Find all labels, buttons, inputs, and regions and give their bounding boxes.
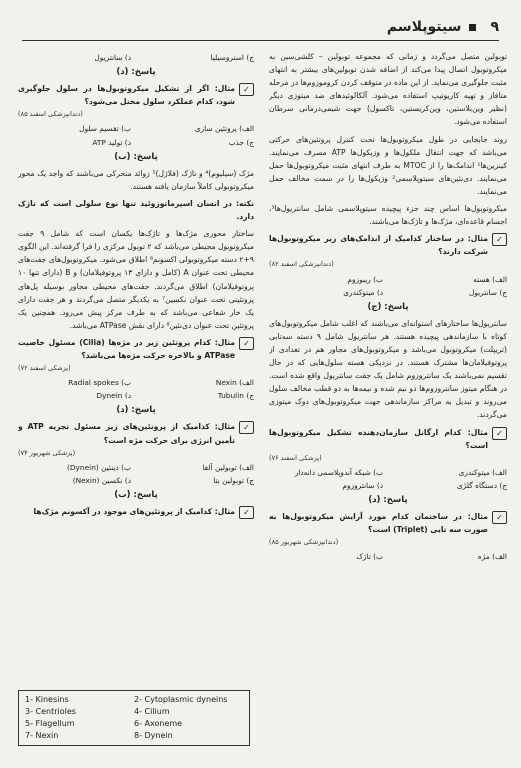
question-text: کدامیک از پروتئین‌های زیر مسئول تجزیه ATP و تأمین انرژی برای حرکت مژه است؟ (18, 422, 235, 445)
example-checkbox-icon: ✓ (492, 233, 507, 246)
question-source: (پزشکی اسفند ۷۶) (269, 453, 322, 462)
answer: پاسخ: (ب) (114, 489, 158, 500)
right-column (269, 50, 507, 750)
question-block: ✓ مثال: در ساختار کدامیک از اندامک‌های زیر میکروتوبول‌ها شرکت دارند؟ (دندانپزشکی اسفند ۸۲) (269, 232, 507, 271)
question-text: کدامیک از پروتئین‌های موجود در آکسونم مژک‌ها (33, 507, 213, 516)
option: الف) توبولین آلفا (202, 462, 254, 472)
question-options (18, 51, 254, 64)
question-text: اگر از تشکیل میکروتوبول‌ها در سلول جلوگیری شود، کدام عملکرد سلول مختل می‌شود؟ (18, 84, 235, 107)
question-options (269, 273, 507, 299)
question-source: (پزشکی اسفند ۷۲) (18, 364, 71, 373)
option: الف) پروتئین سازی (194, 124, 254, 134)
footnote-table (18, 690, 250, 746)
paragraph: روند جابجایی در طول میکروتوبول‌ها تحت کنترل پروتئین‌های حرکتی می‌باشد که جهت انتقال ملکول‌ها و وزیکول‌ها ATP مصرف می‌نمایند. کینزین‌ها¹ اندامک‌ها را از MTOC به طرف انتهای مثبت میکروتوبول‌ها حمل می‌نمایند. دی‌نئین‌های سیتوپلاسمی² وزیکول‌ها را در سمت مخالف حمل می‌نمایند. (269, 134, 507, 196)
footnote: 4- Cilium (134, 707, 170, 716)
option: د) تولید ATP (92, 137, 131, 147)
option: الف) مژه (477, 552, 507, 562)
footnote: 1- Kinesins (25, 695, 69, 704)
question-block: ✓ مثال: کدام پروتئین زیر در مژه‌ها (Cilia) مسئول خاصیت ATPase و بالاخره حرکت مژه‌ها می‌باشد؟ (پزشکی اسفند ۷۲) (18, 336, 254, 375)
footnote: 5- Flagellum (25, 719, 75, 728)
paragraph: میکروتوبول‌ها اساس چند جزء پیچیده سیتوپلاسمی شامل سانتریول‌ها³، اجسام قاعده‌ای، مژک‌ها و تاژک‌ها می‌باشند. (269, 204, 507, 227)
example-label: مثال (217, 84, 236, 94)
example-label: مثال (470, 234, 488, 244)
answer: پاسخ: (د) (116, 67, 156, 78)
question-block: ✓ مثال: کدامیک از پروتئین‌های موجود در آکسونم مژک‌ها (18, 505, 254, 519)
footnote: 2- Cytoplasmic dyneins (134, 695, 228, 704)
answer: پاسخ: (ج) (367, 301, 409, 312)
note: نکته: در انسان اسپرماتوزوئید تنها نوع سلولی است که تاژک دارد. (18, 198, 254, 222)
option: ب) Radial spokes (68, 378, 131, 388)
paragraph: ساختار محوری مژک‌ها و تاژک‌ها یکسان است که شامل ۹ جفت میکروتوبول محیطی می‌باشد که ۲ توبول مرکزی را فرا گرفته‌اند. این الگوی ۹+۲ دسته میکروتوبولی اکسونم⁶ اطلاق می‌شود. میکروتوبول‌های جفت‌های محیطی تحت عنوان A (کامل و دارای ۱۳ پروتوفیلامان) و B (دارای تنها ۱۰ پروتوفیلامان) اطلاق می‌گردند. جفت‌های محیطی مجاور بوسیله پل‌های پروتئینی تحت عنوان نکسین⁷ به یکدیگر متصل می‌گردند و هر جفت دارای یک خار شعاعی می‌باشد که به طرف مرکز پیش می‌رود. همچنین یک پروتئین تحت عنوان دی‌نئین⁸ دارای نقش ATPase می‌باشد. (18, 229, 254, 330)
example-label: مثال (217, 337, 235, 347)
option: ب) شبکه آندوپلاسمی دانه‌دار (294, 467, 383, 477)
paragraph: توبولین متصل می‌گردد و زمانی که مجموعه توبولین – کلشی‌سین به میکروتوبول اتصال پیدا می‌کند از اضافه شدن توبولین‌های بیشتر به انتهای مثبت جلوگیری می‌نماید. از این ماده در متوقف کردن کروموزوم‌ها در مرحله متافاز و تهیه کاریوتیپ استفاده می‌شود. آلکالوئیدهای ضد میتوزی دیگر (نظیر وین‌بلاستین، وین‌کریستین، تاکسول) جهت شیمی‌درمانی سرطان استفاده می‌شود. (269, 52, 507, 127)
option: د) Dynein (96, 391, 131, 401)
footnote: 6- Axoneme (134, 719, 183, 728)
chapter-title: سیتوپلاسم (386, 19, 462, 35)
page-header (22, 14, 499, 41)
option: ج) استروسیلیا (210, 53, 254, 62)
question-options (18, 376, 254, 402)
footnote: 3- Centrioles (25, 707, 76, 716)
example-checkbox-icon: ✓ (492, 511, 507, 524)
footnote: 7- Nexin (25, 731, 59, 740)
question-options (18, 122, 254, 148)
option: ب) تقسیم سلول (79, 124, 131, 134)
question-text: کدام ارگانل سازمان‌دهنده تشکیل میکروتوبول‌ها است؟ (269, 427, 488, 450)
question-source: (دندانپزشکی شهریور ۸۵) (269, 538, 339, 547)
example-label: مثال (470, 427, 488, 437)
example-label: مثال (217, 422, 236, 432)
option: الف) میتوکندری (458, 467, 507, 477)
example-checkbox-icon: ✓ (239, 337, 254, 350)
question-block: ✓ مثال: کدام ارگانل سازمان‌دهنده تشکیل میکروتوبول‌ها است؟ (پزشکی اسفند ۷۶) (269, 426, 507, 465)
option: الف) Nexin (215, 378, 254, 388)
question-source: (دندانپزشکی اسفند ۸۵) (18, 110, 83, 119)
option: د) سانتروزوم (342, 480, 383, 490)
example-checkbox-icon: ✓ (239, 421, 254, 434)
question-options (18, 461, 254, 487)
example-checkbox-icon: ✓ (239, 83, 254, 96)
example-label: مثال (470, 512, 488, 522)
question-block: ✓ مثال: کدامیک از پروتئین‌های زیر مسئول تجزیه ATP و تأمین انرژی برای حرکت مژه است؟ (پزشکی شهریور ۷۴) (18, 420, 254, 459)
option: د) سانتریول (94, 53, 131, 62)
option: ب) دینئین (Dynein) (66, 462, 131, 472)
page-number: ۹ (490, 19, 499, 35)
question-source: (پزشکی شهریور ۷۴) (18, 448, 76, 457)
option: ج) Tubulin (217, 391, 254, 401)
question-text: در ساختمان کدام مورد آرایش میکروتوبول‌ها به صورت سه تایی (Triplet) است؟ (269, 512, 488, 535)
question-text: در ساختار کدامیک از اندامک‌های زیر میکروتوبول‌ها شرکت دارند؟ (269, 234, 488, 257)
option: د) نکسین (Nexin) (72, 475, 131, 485)
answer: پاسخ: (د) (116, 405, 156, 416)
paragraph: مژک (سیلیوم)⁴ و تاژک (فلاژل)⁵ زوائد متحرکی می‌باشند که واجد یک محور میکروتوبولی کاملاً سازمان یافته هستند. (18, 168, 254, 191)
question-options (269, 550, 507, 563)
square-bullet-icon (469, 24, 476, 31)
answer: پاسخ: (د) (368, 495, 408, 505)
option: ج) سانتریول (468, 287, 507, 297)
option: ج) توبولین بتا (213, 475, 254, 485)
example-checkbox-icon: ✓ (492, 427, 507, 440)
option: ج) جذب (228, 137, 254, 147)
question-options (269, 466, 507, 492)
example-checkbox-icon: ✓ (239, 506, 254, 519)
option: ب) ریبوزوم (347, 274, 383, 284)
option: ج) دستگاه گلژی (456, 480, 507, 490)
option: ب) تاژک (356, 552, 383, 562)
question-block: ✓ مثال: اگر از تشکیل میکروتوبول‌ها در سلول جلوگیری شود، کدام عملکرد سلول مختل می‌شود؟ (دندانپزشکی اسفند ۸۵) (18, 82, 254, 121)
question-block: ✓ مثال: در ساختمان کدام مورد آرایش میکروتوبول‌ها به صورت سه تایی (Triplet) است؟ (دندانپزشکی شهریور ۸۵) (269, 510, 507, 549)
paragraph: سانتریول‌ها ساختارهای استوانه‌ای می‌باشند که اغلب شامل میکروتوبول‌های کوتاه با سازماندهی پیچیده هستند. هر سانتریول شامل ۹ دسته سه‌تایی (تریپلت) میکروتوبول می‌باشد و میکروتوبول‌های مجاور هم در تعدادی از پروتوفیلامان‌ها مشترک هستند. در نزدیکی هسته سلول‌هایی که در حال تقسیم نمی‌باشند یک سانتروزوم شامل یک جفت سانتریول واقع شده است. در هنگام میتوز سانتروزوم‌ها دو نیم شده و نیمه‌ها به دو قطب مخالف سلول می‌روند و تبدیل به مراکز سازماندهی جهت میکروتوبول‌های دوک میتوزی می‌گردند. (269, 318, 507, 420)
answer: پاسخ: (ب) (114, 151, 158, 162)
question-source: (دندانپزشکی اسفند ۸۲) (269, 260, 334, 269)
left-column (18, 50, 254, 750)
example-label: مثال (217, 507, 235, 516)
option: الف) هسته (473, 274, 507, 284)
question-text: کدام پروتئین زیر در مژه‌ها (Cilia) مسئول خاصیت ATPase و بالاخره حرکت مژه‌ها می‌باشد؟ (18, 337, 235, 360)
option: د) میتوکندری (343, 287, 383, 297)
footnote: 8- Dynein (134, 731, 173, 740)
